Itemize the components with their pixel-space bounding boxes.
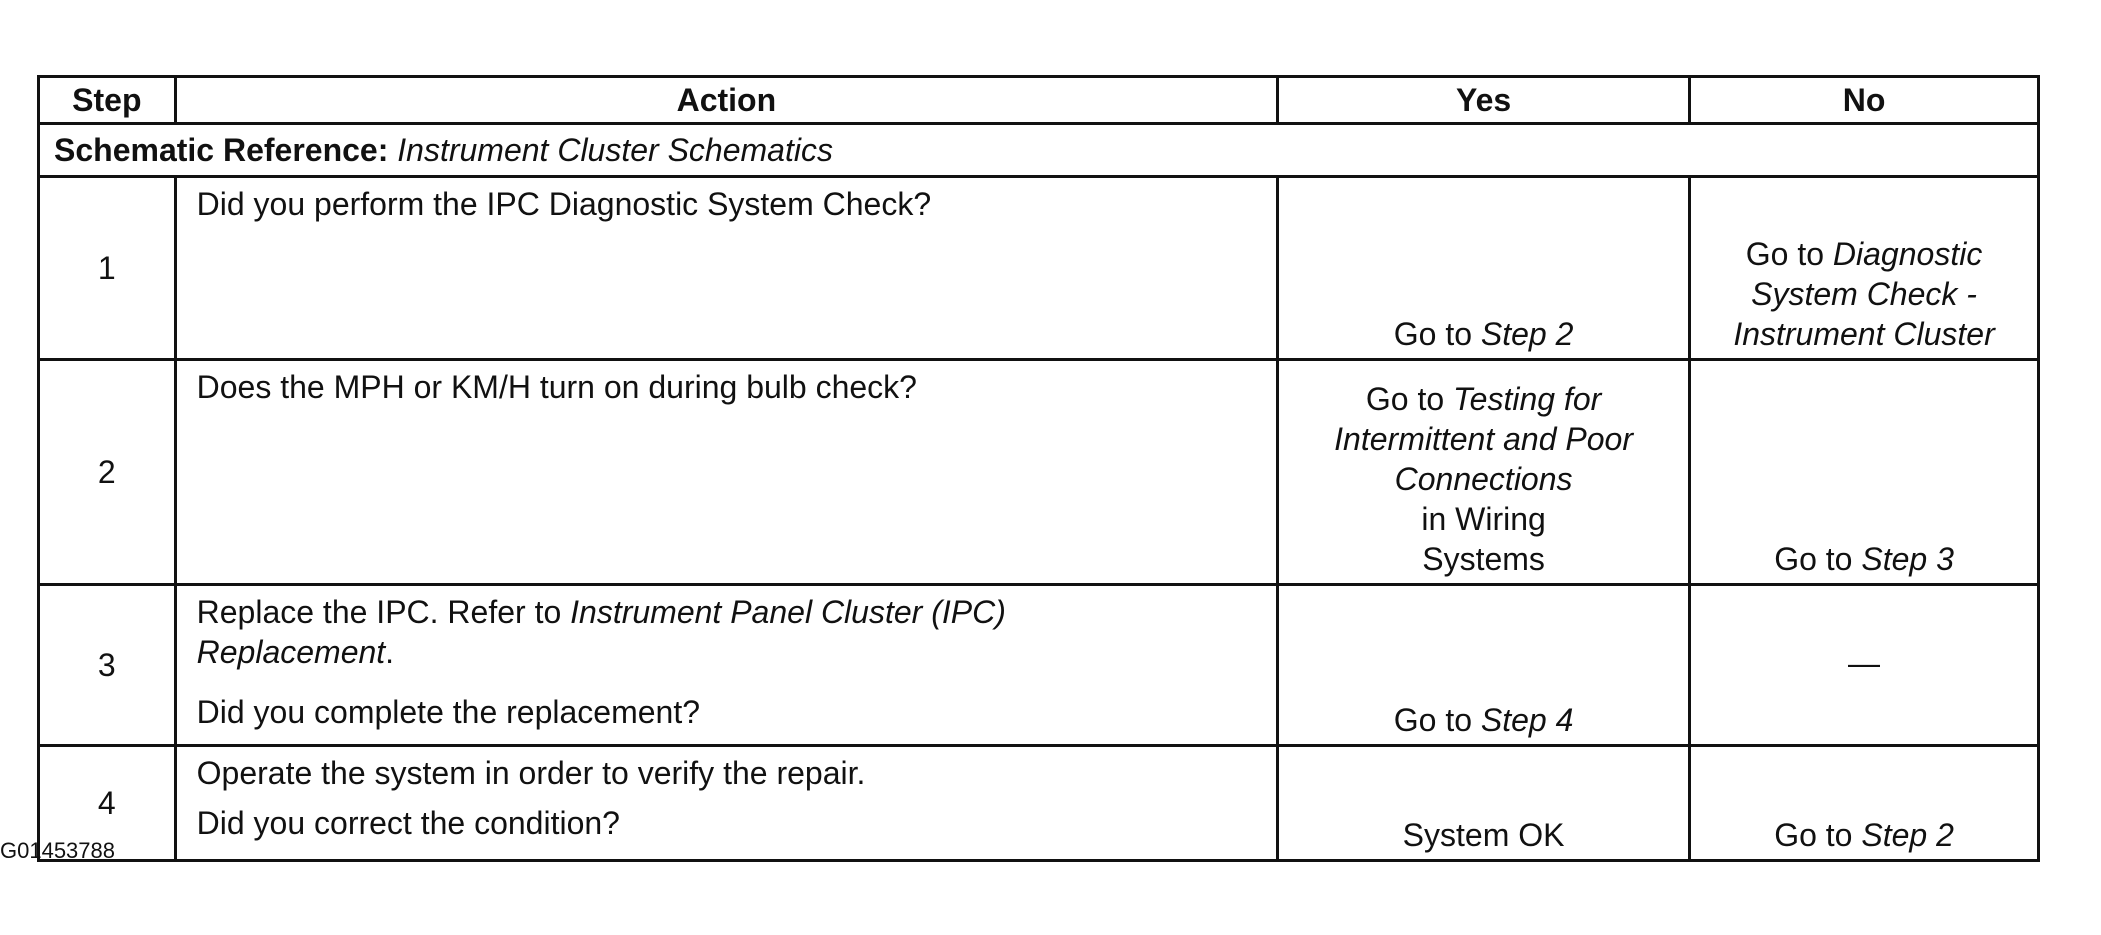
table-row [39, 585, 2039, 746]
no-link-line2[interactable]: System Check - [1751, 276, 1977, 312]
action-question: Did you complete the replacement? [196, 694, 701, 730]
yes-link[interactable]: Step 4 [1480, 702, 1574, 738]
diagnostic-table [37, 75, 2040, 862]
action-cell [175, 585, 1277, 746]
header-row [39, 77, 2039, 124]
schematic-reference [39, 124, 2039, 177]
table-row [39, 746, 2039, 861]
action-question: Did you correct the condition? [196, 805, 620, 841]
yes-cell [1278, 177, 1690, 360]
yes-link-line2[interactable]: Intermittent and Poor [1334, 421, 1633, 457]
step-number: 2 [39, 360, 176, 585]
yes-suffix-line1: in Wiring [1421, 501, 1546, 537]
no-cell [1690, 746, 2039, 861]
figure-id: G01453788 [0, 838, 115, 863]
step-number: 3 [39, 585, 176, 746]
no-cell [1690, 360, 2039, 585]
yes-prefix: Go to [1393, 316, 1472, 352]
yes-suffix-line2: Systems [1422, 541, 1545, 577]
header-step: Step [39, 77, 176, 124]
schematic-reference-link[interactable]: Instrument Cluster Schematics [397, 132, 833, 168]
yes-cell [1278, 585, 1690, 746]
no-prefix: Go to [1774, 541, 1853, 577]
yes-prefix: Go to [1365, 381, 1445, 417]
header-no: No [1690, 77, 2039, 124]
yes-link[interactable]: Step 2 [1480, 316, 1574, 352]
yes-link[interactable]: Testing for [1453, 381, 1602, 417]
no-prefix: Go to [1774, 817, 1853, 853]
action-suffix: . [385, 634, 395, 670]
yes-value: System OK [1402, 817, 1565, 853]
no-prefix: Go to [1745, 236, 1825, 272]
schematic-reference-label: Schematic Reference: [54, 132, 389, 168]
step-number: 1 [39, 177, 176, 360]
yes-link-line3[interactable]: Connections [1394, 461, 1573, 497]
action-text: Operate the system in order to verify the repair. [196, 755, 866, 791]
step-number: 4 [39, 746, 176, 861]
no-link[interactable]: Step 3 [1861, 541, 1954, 577]
action-text: Did you perform the IPC Diagnostic System Check? [196, 186, 932, 222]
table-row [39, 177, 2039, 360]
schematic-reference-row [39, 124, 2039, 177]
action-prefix: Replace the IPC. Refer to [196, 594, 562, 630]
yes-cell [1278, 746, 1690, 861]
action-cell [175, 746, 1277, 861]
action-cell [175, 177, 1277, 360]
no-link[interactable]: Step 2 [1861, 817, 1954, 853]
action-link[interactable]: Instrument Panel Cluster (IPC) [570, 594, 1006, 630]
no-link-line3[interactable]: Instrument Cluster [1733, 316, 1995, 352]
yes-prefix: Go to [1393, 702, 1472, 738]
no-cell [1690, 177, 2039, 360]
yes-cell [1278, 360, 1690, 585]
action-cell [175, 360, 1277, 585]
no-value: — [1848, 645, 1881, 681]
no-link[interactable]: Diagnostic [1832, 236, 1983, 272]
action-link-line2[interactable]: Replacement [196, 634, 386, 670]
header-action: Action [175, 77, 1277, 124]
table-row [39, 360, 2039, 585]
no-cell [1690, 585, 2039, 746]
action-text: Does the MPH or KM/H turn on during bulb check? [196, 369, 917, 405]
action-text [197, 592, 1256, 672]
header-yes: Yes [1278, 77, 1690, 124]
